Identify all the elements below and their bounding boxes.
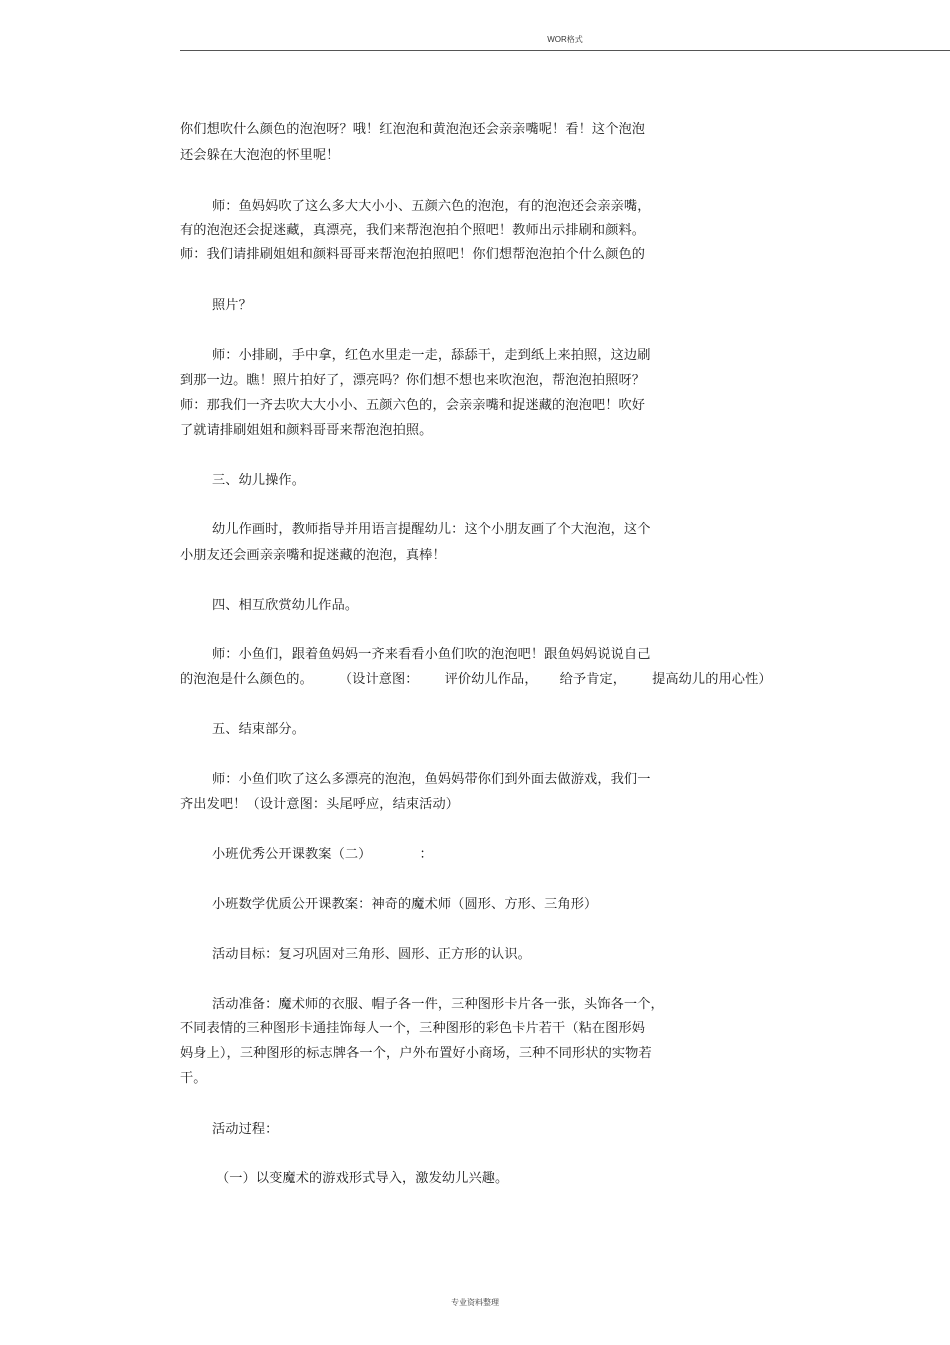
text-line: 活动目标：复习巩固对三角形、圆形、正方形的认识。 xyxy=(212,947,531,962)
text-line: 了就请排刷姐姐和颜料哥哥来帮泡泡拍照。 xyxy=(180,423,433,438)
text-segment: ： xyxy=(419,847,433,862)
text-line: 师：鱼妈妈吹了这么多大大小小、五颜六色的泡泡，有的泡泡还会亲亲嘴， xyxy=(212,199,651,214)
text-line-spaced xyxy=(180,671,772,689)
text-line: 幼儿作画时，教师指导并用语言提醒幼儿：这个小朋友画了个大泡泡，这个 xyxy=(212,522,651,537)
header-title: WOR格式 xyxy=(547,35,583,44)
text-line: 师：我们请排刷姐姐和颜料哥哥来帮泡泡拍照吧！你们想帮泡泡拍个什么颜色的 xyxy=(180,247,646,262)
text-line: 活动过程： xyxy=(212,1122,279,1137)
page-footer: 专业资料整理 xyxy=(451,1298,499,1307)
text-line: 还会躲在大泡泡的怀里呢！ xyxy=(180,148,340,163)
text-line: 师：小排刷，手中拿，红色水里走一走，舔舔干，走到纸上来拍照，这边刷 xyxy=(212,348,651,363)
section-heading: 三、幼儿操作。 xyxy=(212,473,306,488)
text-line: 干。 xyxy=(180,1071,207,1086)
header-rule xyxy=(180,50,950,51)
text-line: 师：那我们一齐去吹大大小小、五颜六色的，会亲亲嘴和捉迷藏的泡泡吧！吹好 xyxy=(180,398,646,413)
text-line: 不同表情的三种图形卡通挂饰每人一个，三种图形的彩色卡片若干（粘在图形妈 xyxy=(180,1021,646,1036)
text-segment: 的泡泡是什么颜色的。 xyxy=(180,672,313,687)
text-line: 妈身上），三种图形的标志牌各一个，户外布置好小商场，三种不同形状的实物若 xyxy=(180,1046,652,1061)
text-line: 小朋友还会画亲亲嘴和捉迷藏的泡泡，真棒！ xyxy=(180,548,446,563)
text-line: 师：小鱼们，跟着鱼妈妈一齐来看看小鱼们吹的泡泡吧！跟鱼妈妈说说自己 xyxy=(212,647,651,662)
text-line: （一）以变魔术的游戏形式导入，激发幼儿兴趣。 xyxy=(216,1171,509,1186)
text-segment: 提高幼儿的用心性） xyxy=(652,672,772,687)
text-line: 照片？ xyxy=(212,298,252,313)
text-segment: 给予肯定， xyxy=(559,672,627,687)
text-line: 小班数学优质公开课教案：神奇的魔术师（圆形、方形、三角形） xyxy=(212,897,598,912)
text-line: 齐出发吧！（设计意图：头尾呼应，结束活动） xyxy=(180,797,460,812)
text-line: 师：小鱼们吹了这么多漂亮的泡泡，鱼妈妈带你们到外面去做游戏，我们一 xyxy=(212,772,651,787)
text-line: 你们想吹什么颜色的泡泡呀？哦！红泡泡和黄泡泡还会亲亲嘴呢！看！这个泡泡 xyxy=(180,122,646,137)
subtitle-line xyxy=(212,846,433,864)
section-heading: 五、结束部分。 xyxy=(212,722,306,737)
text-segment: 小班优秀公开课教案（二） xyxy=(212,847,372,862)
text-segment: （设计意图： xyxy=(338,672,419,687)
page-header xyxy=(180,34,950,52)
text-line: 活动准备：魔术师的衣服、帽子各一件，三种图形卡片各一张，头饰各一个， xyxy=(212,997,664,1012)
text-segment: 评价幼儿作品， xyxy=(444,672,538,687)
text-line: 有的泡泡还会捉迷藏，真漂亮，我们来帮泡泡拍个照吧！教师出示排刷和颜料。 xyxy=(180,223,646,238)
section-heading: 四、相互欣赏幼儿作品。 xyxy=(212,598,359,613)
text-line: 到那一边。瞧！照片拍好了，漂亮吗？你们想不想也来吹泡泡，帮泡泡拍照呀？ xyxy=(180,373,646,388)
